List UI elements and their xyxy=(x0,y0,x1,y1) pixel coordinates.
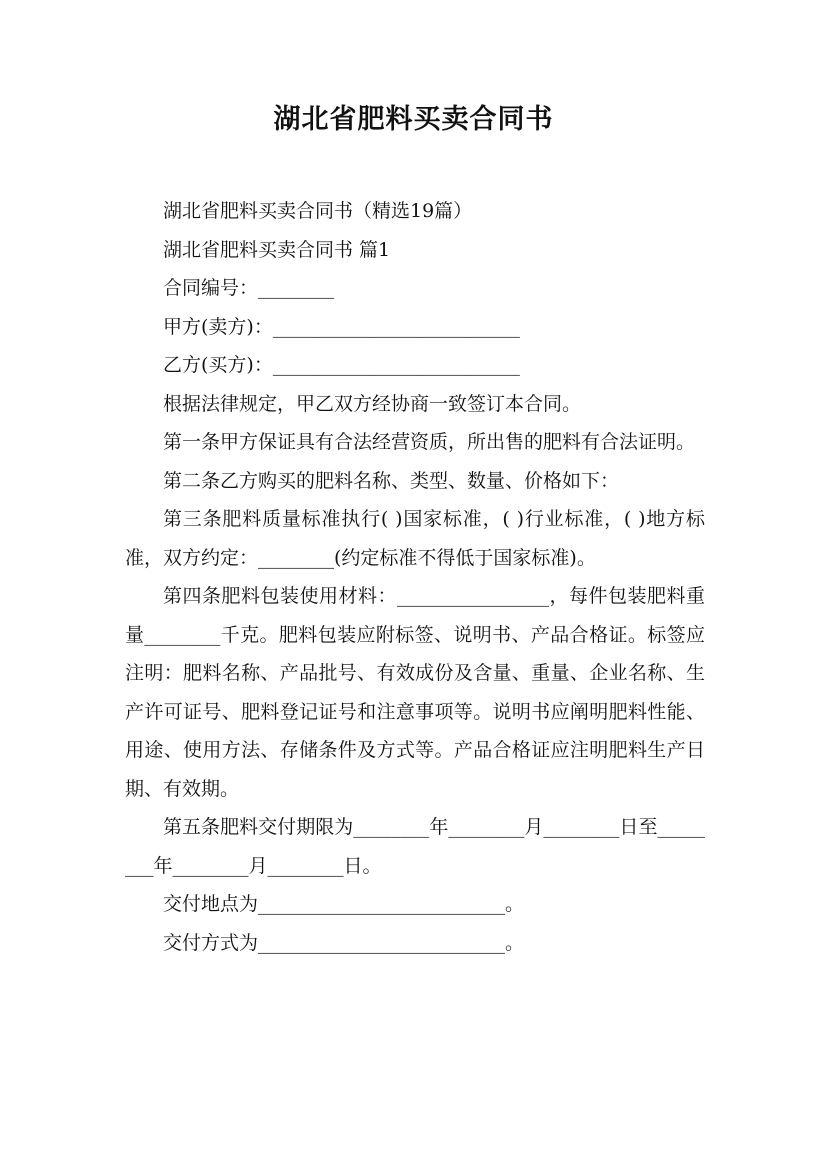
subtitle-paragraph: 湖北省肥料买卖合同书（精选19篇） xyxy=(163,200,473,222)
delivery-location-line: 交付地点为__________________________。 xyxy=(163,893,525,915)
article-2-paragraph: 第二条乙方购买的肥料名称、类型、数量、价格如下： xyxy=(163,469,620,492)
document-body xyxy=(125,192,705,962)
section-heading: 湖北省肥料买卖合同书 篇1 xyxy=(163,238,391,261)
document-title: 湖北省肥料买卖合同书 xyxy=(273,104,554,135)
article-5-paragraph: 第五条肥料交付期限为________年________月________日至________年________月________日。 xyxy=(125,816,705,877)
preamble-paragraph: 根据法律规定，甲乙双方经协商一致签订本合同。 xyxy=(163,392,582,415)
delivery-method-line: 交付方式为__________________________。 xyxy=(163,931,525,954)
article-3-paragraph: 第三条肥料质量标准执行( )国家标准，( )行业标准，( )地方标准，双方约定：________(约定标准不得低于国家标准)。 xyxy=(125,508,705,569)
article-1-paragraph: 第一条甲方保证具有合法经营资质，所出售的肥料有合法证明。 xyxy=(163,431,696,453)
contract-number-line: 合同编号：________ xyxy=(163,277,335,299)
party-b-line: 乙方(买方)：__________________________ xyxy=(163,354,520,376)
article-4-paragraph: 第四条肥料包装使用材料：________________，每件包装肥料重量________千克。肥料包装应附标签、说明书、产品合格证。标签应注明：肥料名称、产品批号、有效成份及含量、重量、企业名称、生产许可证号、肥料登记证号和注意事项等。说明书应阐明肥料性能、用途、使用方法、存储条件及方式等。产品合格证应注明肥料生产日期、有效期。 xyxy=(125,585,705,800)
party-a-line: 甲方(卖方)：__________________________ xyxy=(163,315,520,338)
